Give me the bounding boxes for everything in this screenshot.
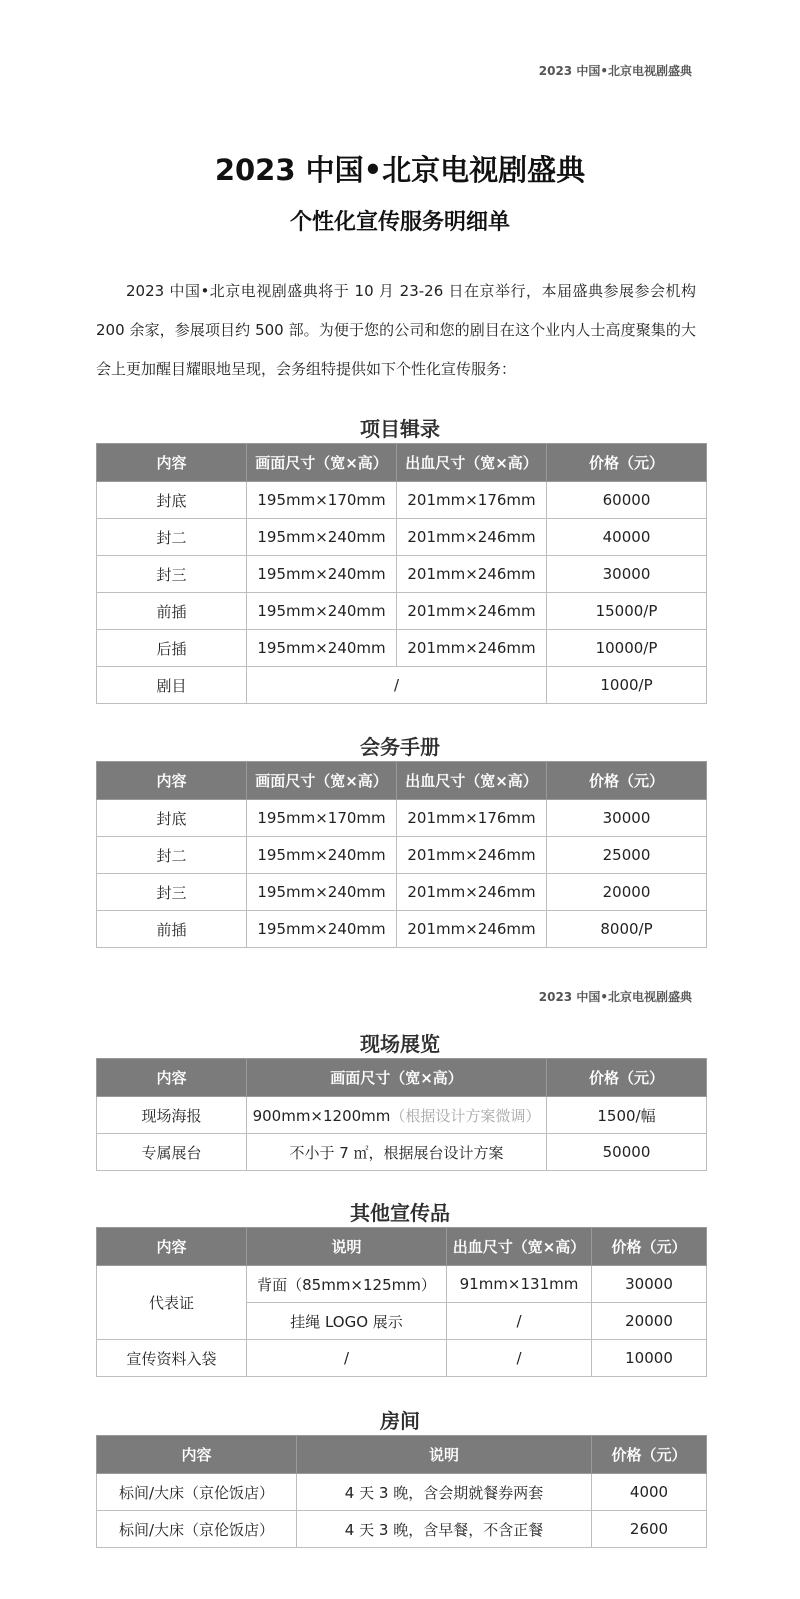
bleed-cell: 201mm×246mm — [397, 556, 547, 593]
size-cell — [247, 1097, 547, 1134]
price-cell: 8000/P — [547, 911, 707, 948]
size-cell: 195mm×170mm — [247, 482, 397, 519]
table-row — [97, 911, 707, 948]
price-cell: 20000 — [592, 1303, 707, 1340]
header-cell: 出血尺寸（宽×高） — [447, 1228, 592, 1266]
table-row — [97, 667, 707, 704]
bleed-cell: 201mm×246mm — [397, 519, 547, 556]
section-title-exhibit: 现场展览 — [360, 1032, 440, 1056]
item-cell: 专属展台 — [97, 1134, 247, 1171]
section-title-manual: 会务手册 — [360, 735, 440, 759]
price-cell: 60000 — [547, 482, 707, 519]
item-cell: 现场海报 — [97, 1097, 247, 1134]
table-row — [97, 519, 707, 556]
header-cell: 画面尺寸（宽×高） — [247, 762, 397, 800]
item-cell: 后插 — [97, 630, 247, 667]
table-header-row — [97, 444, 707, 482]
table-row — [97, 1474, 707, 1511]
item-cell: 标间/大床（京伦饭店） — [97, 1474, 297, 1511]
intro-text: 2023 中国•北京电视剧盛典将于 10 月 23-26 日在京举行，本届盛典参展参会机构 200 余家，参展项目约 500 部。为便于您的公司和您的剧目在这个业内人士高度聚集的大会上更加醒目耀眼地呈现，会务组特提供如下个性化宣传服务： — [96, 282, 696, 378]
section-title-other: 其他宣传品 — [350, 1201, 450, 1225]
item-cell: 封底 — [97, 482, 247, 519]
item-cell: 封底 — [97, 800, 247, 837]
size-value: 900mm×1200mm — [252, 1106, 391, 1125]
item-cell: 标间/大床（京伦饭店） — [97, 1511, 297, 1548]
table-row — [97, 800, 707, 837]
price-cell: 1500/幅 — [547, 1097, 707, 1134]
header-cell: 价格（元） — [592, 1228, 707, 1266]
running-header-page2: 2023 中国•北京电视剧盛典 — [538, 990, 692, 1004]
item-cell: 前插 — [97, 593, 247, 630]
bleed-cell: / — [447, 1340, 592, 1377]
item-cell: 剧目 — [97, 667, 247, 704]
section-title-rooms: 房间 — [380, 1409, 420, 1433]
header-cell: 价格（元） — [547, 444, 707, 482]
table-row — [97, 482, 707, 519]
price-cell: 50000 — [547, 1134, 707, 1171]
header-cell: 价格（元） — [547, 762, 707, 800]
header-cell: 说明 — [247, 1228, 447, 1266]
size-cell: 195mm×240mm — [247, 593, 397, 630]
price-cell: 2600 — [592, 1511, 707, 1548]
intro-paragraph — [96, 272, 696, 389]
size-cell: 不小于 7 ㎡，根据展台设计方案 — [247, 1134, 547, 1171]
price-cell: 30000 — [592, 1266, 707, 1303]
section-title-catalog: 项目辑录 — [360, 417, 440, 441]
price-cell: 10000 — [592, 1340, 707, 1377]
header-cell: 内容 — [97, 1228, 247, 1266]
running-header-top: 2023 中国•北京电视剧盛典 — [538, 64, 692, 78]
manual-table — [96, 761, 707, 948]
bleed-cell: 91mm×131mm — [447, 1266, 592, 1303]
header-cell: 价格（元） — [547, 1059, 707, 1097]
desc-cell: 4 天 3 晚，含会期就餐券两套 — [297, 1474, 592, 1511]
bleed-cell: 201mm×176mm — [397, 800, 547, 837]
size-cell: 195mm×240mm — [247, 874, 397, 911]
table-row — [97, 1097, 707, 1134]
table-row — [97, 837, 707, 874]
table-header-row — [97, 1436, 707, 1474]
bleed-cell: 201mm×246mm — [397, 874, 547, 911]
size-note: （根据设计方案微调） — [390, 1106, 541, 1125]
bleed-cell: 201mm×246mm — [397, 837, 547, 874]
size-cell: / — [247, 667, 547, 704]
bleed-cell: 201mm×246mm — [397, 593, 547, 630]
table-row — [97, 630, 707, 667]
desc-cell: 挂绳 LOGO 展示 — [247, 1303, 447, 1340]
price-cell: 25000 — [547, 837, 707, 874]
exhibit-table — [96, 1058, 707, 1171]
header-cell: 价格（元） — [592, 1436, 707, 1474]
desc-cell: 背面（85mm×125mm） — [247, 1266, 447, 1303]
bleed-cell: 201mm×176mm — [397, 482, 547, 519]
table-header-row — [97, 1228, 707, 1266]
price-cell: 40000 — [547, 519, 707, 556]
item-cell: 代表证 — [97, 1266, 247, 1340]
size-cell: 195mm×240mm — [247, 556, 397, 593]
header-cell: 画面尺寸（宽×高） — [247, 444, 397, 482]
header-cell: 出血尺寸（宽×高） — [397, 444, 547, 482]
item-cell: 封二 — [97, 519, 247, 556]
item-cell: 前插 — [97, 911, 247, 948]
size-cell: 195mm×240mm — [247, 630, 397, 667]
catalog-table — [96, 443, 707, 704]
table-row — [97, 556, 707, 593]
rooms-table — [96, 1435, 707, 1548]
table-row — [97, 1340, 707, 1377]
price-cell: 30000 — [547, 556, 707, 593]
size-cell: 195mm×240mm — [247, 519, 397, 556]
header-cell: 内容 — [97, 444, 247, 482]
price-cell: 30000 — [547, 800, 707, 837]
header-cell: 说明 — [297, 1436, 592, 1474]
size-cell: 195mm×240mm — [247, 837, 397, 874]
item-cell: 封三 — [97, 556, 247, 593]
page-title: 2023 中国•北京电视剧盛典 — [214, 153, 586, 187]
price-cell: 10000/P — [547, 630, 707, 667]
header-cell: 内容 — [97, 762, 247, 800]
page-subtitle: 个性化宣传服务明细单 — [289, 210, 510, 235]
table-header-row — [97, 762, 707, 800]
price-cell: 1000/P — [547, 667, 707, 704]
item-cell: 宣传资料入袋 — [97, 1340, 247, 1377]
size-cell: 195mm×170mm — [247, 800, 397, 837]
price-cell: 4000 — [592, 1474, 707, 1511]
bleed-cell: 201mm×246mm — [397, 911, 547, 948]
desc-cell: 4 天 3 晚，含早餐，不含正餐 — [297, 1511, 592, 1548]
table-row — [97, 593, 707, 630]
table-header-row — [97, 1059, 707, 1097]
table-row — [97, 1511, 707, 1548]
table-row — [97, 874, 707, 911]
header-cell: 出血尺寸（宽×高） — [397, 762, 547, 800]
table-row — [97, 1266, 707, 1303]
table-row — [97, 1134, 707, 1171]
item-cell: 封三 — [97, 874, 247, 911]
desc-cell: / — [247, 1340, 447, 1377]
header-cell: 画面尺寸（宽×高） — [247, 1059, 547, 1097]
other-table — [96, 1227, 707, 1377]
header-cell: 内容 — [97, 1059, 247, 1097]
header-cell: 内容 — [97, 1436, 297, 1474]
bleed-cell: / — [447, 1303, 592, 1340]
price-cell: 20000 — [547, 874, 707, 911]
size-cell: 195mm×240mm — [247, 911, 397, 948]
item-cell: 封二 — [97, 837, 247, 874]
price-cell: 15000/P — [547, 593, 707, 630]
bleed-cell: 201mm×246mm — [397, 630, 547, 667]
